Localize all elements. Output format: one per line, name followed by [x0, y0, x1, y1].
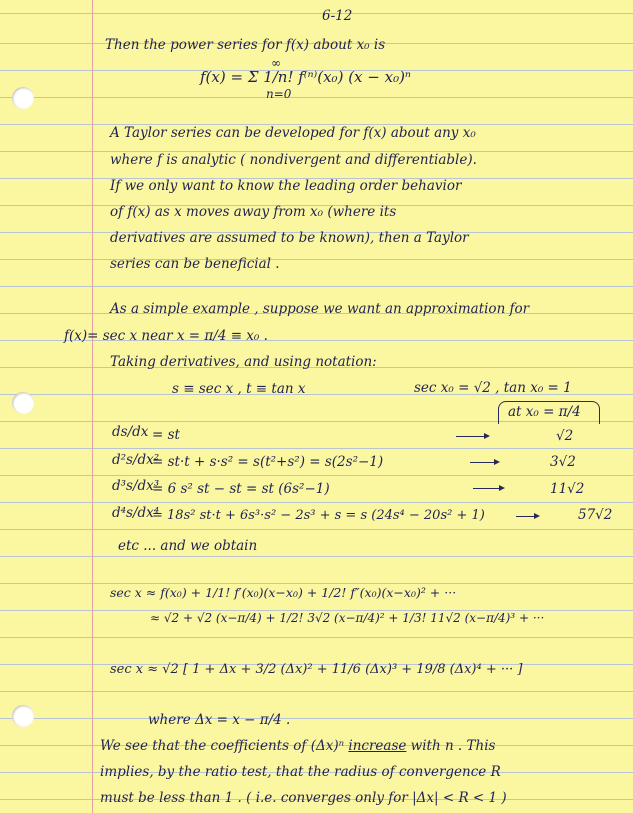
increase-underlined: increase [348, 738, 407, 754]
conclusion-line-3: must be less than 1 . ( i.e. converges only for |Δx| < R < 1 ) [100, 790, 507, 806]
derivative-4-rhs: = 18s² st·t + 6s³·s² − 2s³ + s = s (24s⁴ − 20s² + 1) [152, 508, 485, 523]
derivative-2-value: 3√2 [550, 454, 576, 470]
derivative-3-lhs: d³s/dx³ [112, 478, 160, 494]
secant-expansion-general: sec x ≈ f(x₀) + 1/1! f′(x₀)(x−x₀) + 1/2! f″(x₀)(x−x₀)² + ··· [110, 585, 457, 600]
derivative-3-arrow [473, 488, 503, 489]
paragraph-line-4: of f(x) as x moves away from x₀ (where its [110, 204, 397, 220]
derivative-1-arrow [456, 436, 488, 437]
example-line-2: f(x)= sec x near x = π/4 ≡ x₀ . [64, 328, 268, 344]
notation-definitions: s ≡ sec x , t ≡ tan x [172, 381, 306, 397]
secant-expansion-values: ≈ √2 + √2 (x−π/4) + 1/2! 3√2 (x−π/4)² + 1/3! 11√2 (x−π/4)³ + ··· [150, 611, 545, 625]
paragraph-line-3: If we only want to know the leading order behavior [110, 178, 462, 194]
paragraph-line-2: where f is analytic ( nondivergent and differentiable). [110, 152, 477, 168]
etc-line: etc ... and we obtain [118, 538, 258, 554]
sum-lower-limit: n=0 [266, 87, 292, 101]
derivative-4-arrow [516, 516, 538, 517]
derivative-2-lhs: d²s/dx² [112, 452, 160, 468]
derivative-1-lhs: ds/dx [112, 424, 149, 440]
conclusion-line-1 [100, 738, 495, 754]
example-line-1: As a simple example , suppose we want an approximation for [110, 301, 530, 317]
binder-hole-middle [12, 392, 34, 414]
derivative-2-arrow [470, 462, 498, 463]
conclusion-line-1-end: with n . This [406, 738, 496, 754]
conclusion-line-2: implies, by the ratio test, that the radius of convergence R [100, 764, 501, 780]
sum-upper-limit: ∞ [271, 56, 281, 70]
secant-expansion-result: sec x ≈ √2 [ 1 + Δx + 3/2 (Δx)² + 11/6 (Δx)³ + 19/8 (Δx)⁴ + ··· ] [110, 662, 523, 677]
derivative-1-value: √2 [556, 428, 574, 444]
margin-rule [92, 0, 93, 813]
paragraph-line-5: derivatives are assumed to be known), then a Taylor [110, 230, 469, 246]
derivative-3-rhs: = 6 s² st − st = st (6s²−1) [152, 481, 330, 497]
binder-hole-top [12, 87, 34, 109]
derivative-4-lhs: d⁴s/dx⁴ [112, 505, 160, 521]
where-delta-x: where Δx = x − π/4 . [148, 712, 291, 728]
binder-hole-bottom [12, 705, 34, 727]
power-series-formula: f(x) = Σ 1/n! f⁽ⁿ⁾(x₀) (x − x₀)ⁿ [200, 68, 412, 86]
derivative-3-value: 11√2 [550, 481, 585, 497]
intro-line: Then the power series for f(x) about x₀ is [105, 37, 386, 53]
paragraph-line-1: A Taylor series can be developed for f(x) about any x₀ [110, 125, 476, 141]
derivative-1-rhs: = st [152, 427, 180, 443]
derivative-4-value: 57√2 [578, 507, 613, 523]
page-number: 6-12 [322, 8, 353, 24]
example-line-3: Taking derivatives, and using notation: [110, 354, 377, 370]
conclusion-line-1-start: We see that the coefficients of (Δx)ⁿ [100, 738, 349, 754]
evaluation-point-label: at x₀ = π/4 [508, 404, 581, 420]
derivative-2-rhs: = st·t + s·s² = s(t²+s²) = s(2s²−1) [152, 454, 384, 470]
paragraph-line-6: series can be beneficial . [110, 256, 280, 272]
values-at-x0: sec x₀ = √2 , tan x₀ = 1 [414, 380, 572, 396]
